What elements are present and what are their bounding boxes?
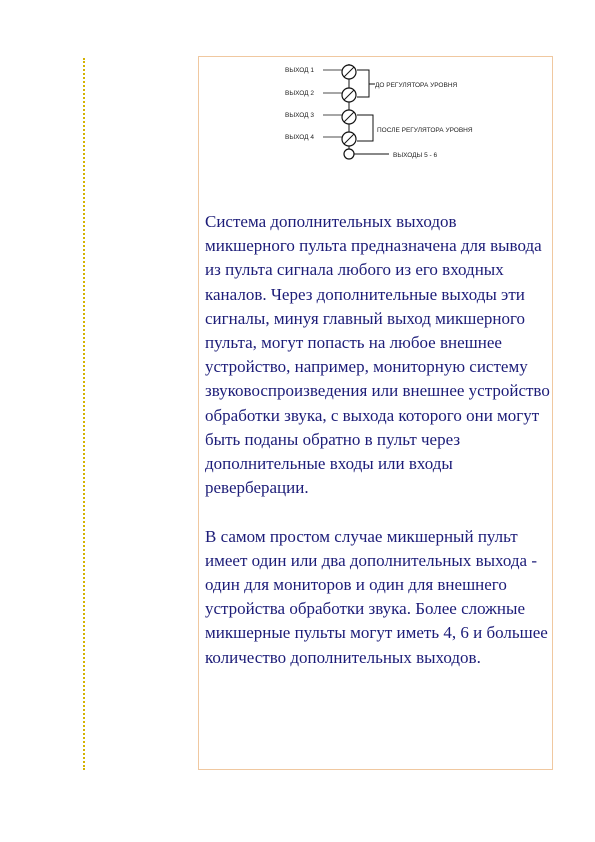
label-out4: ВЫХОД 4 <box>285 134 314 141</box>
bracket-after <box>357 115 373 141</box>
paragraph-2: В самом простом случае микшерный пульт имеет один или два дополнительных выхода - один для мониторов и один для внешнего устройства обработки звука. Более сложные микшерные пульты могут иметь 4, 6 и большее количество дополнительных выходов. <box>205 526 548 667</box>
label-after: ПОСЛЕ РЕГУЛЯТОРА УРОВНЯ <box>377 127 473 134</box>
body-text <box>205 210 550 670</box>
knob-4 <box>323 132 356 146</box>
bracket-before <box>357 70 369 97</box>
paragraph-1: Система дополнительных выходов микшерного пульта предназначена для вывода из пульта сигнала любого из его входных каналов. Через дополнительные выходы эти сигналы, минуя главный выход микшерного пульта, могут попасть на любое внешнее устройство, например, мониторную систему звуковоспроизведения или внешнее устройство обработки звука, с выхода которого они могут быть поданы обратно в пульт через дополнительные входы или входы реверберации. <box>205 212 550 498</box>
label-out3: ВЫХОД 3 <box>285 112 314 119</box>
aux-outputs-diagram <box>283 60 483 168</box>
label-out2: ВЫХОД 2 <box>285 90 314 97</box>
label-out1: ВЫХОД 1 <box>285 67 314 74</box>
label-before: ДО РЕГУЛЯТОРА УРОВНЯ <box>375 82 458 89</box>
out56-node <box>344 149 354 159</box>
knob-3 <box>323 110 356 124</box>
label-out56: ВЫХОДЫ 5 - 6 <box>393 152 438 159</box>
knob-2 <box>323 88 356 102</box>
knob-1 <box>323 65 356 79</box>
margin-dotted-line <box>83 58 85 770</box>
